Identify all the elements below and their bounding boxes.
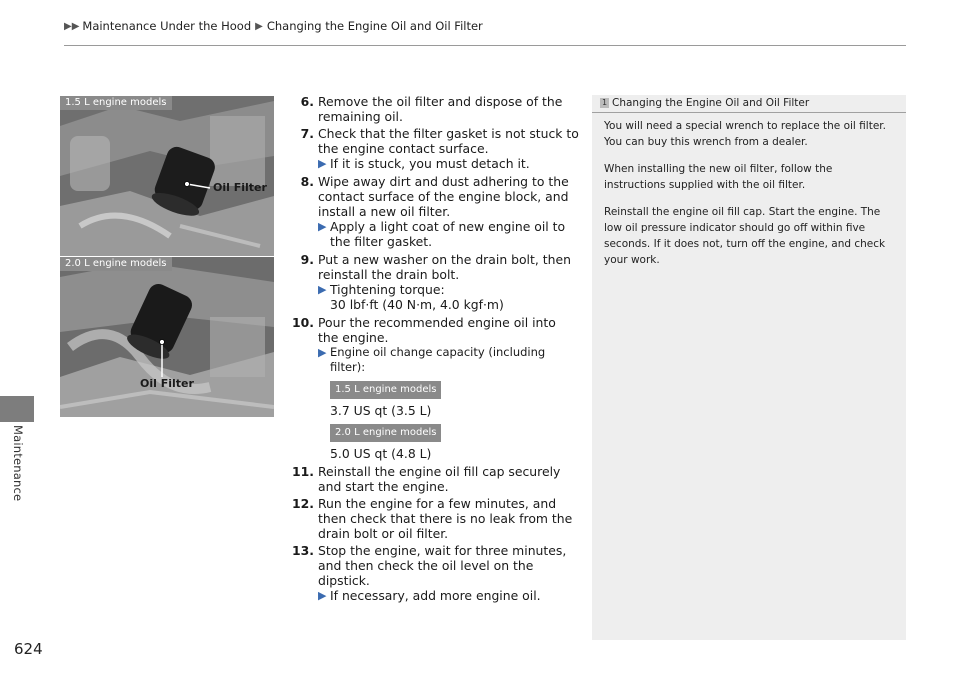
note-title: Changing the Engine Oil and Oil Filter — [612, 97, 810, 109]
breadcrumb — [64, 19, 483, 33]
step-subitem — [318, 345, 580, 461]
step-subtext: Engine oil change capacity (including filter): — [330, 345, 546, 374]
step-subitem — [318, 219, 580, 249]
step-text: Put a new washer on the drain bolt, then reinstall the drain bolt. — [318, 252, 571, 282]
engine-photo-1 — [60, 96, 274, 256]
double-arrow-icon: ▶▶ — [64, 20, 80, 32]
note-paragraph: You will need a special wrench to replace the oil filter. You can buy this wrench from a dealer. — [604, 120, 886, 148]
note-body — [592, 113, 906, 268]
step-number: 12. — [292, 496, 314, 511]
step-item — [290, 464, 580, 494]
step-number: 13. — [292, 543, 314, 558]
step-subitem — [318, 156, 580, 171]
step-item — [290, 315, 580, 462]
engine-photo-2 — [60, 257, 274, 417]
engine-illustration-icon — [60, 96, 274, 256]
engine-model-tag: 2.0 L engine models — [60, 257, 172, 271]
arrow-icon: ▶ — [318, 346, 327, 359]
step-number: 6. — [300, 94, 314, 109]
step-item — [290, 174, 580, 250]
step-number: 8. — [300, 174, 314, 189]
step-text: Stop the engine, wait for three minutes, and then check the oil level on the dipstick. — [318, 543, 567, 588]
engine-model-badge: 1.5 L engine models — [330, 381, 441, 399]
arrow-icon: ▶ — [318, 157, 327, 170]
step-text: Reinstall the engine oil fill cap securely and start the engine. — [318, 464, 561, 494]
step-number: 11. — [292, 464, 314, 479]
arrow-icon: ▶ — [318, 283, 327, 296]
torque-value: 30 lbf·ft (40 N·m, 4.0 kgf·m) — [330, 297, 504, 312]
step-text: Run the engine for a few minutes, and then check that there is no leak from the drain bolt or oil filter. — [318, 496, 573, 541]
step-item — [290, 543, 580, 604]
step-subtext: If necessary, add more engine oil. — [330, 588, 541, 603]
step-subtext: If it is stuck, you must detach it. — [330, 156, 530, 171]
procedure-steps — [290, 94, 580, 606]
step-item — [290, 126, 580, 172]
arrow-icon: ▶ — [255, 20, 263, 32]
capacity-value: 5.0 US qt (4.8 L) — [330, 446, 432, 461]
breadcrumb-page: Changing the Engine Oil and Oil Filter — [266, 19, 483, 33]
section-tab[interactable] — [0, 396, 34, 422]
step-text: Check that the filter gasket is not stuck to the engine contact surface. — [318, 126, 579, 156]
note-header — [592, 95, 906, 113]
engine-model-badge: 2.0 L engine models — [330, 424, 441, 442]
step-number: 10. — [292, 315, 314, 330]
step-text: Remove the oil filter and dispose of the remaining oil. — [318, 94, 563, 124]
step-subitem — [318, 588, 580, 603]
header-divider — [64, 45, 906, 46]
arrow-icon: ▶ — [318, 589, 327, 602]
oil-filter-callout: Oil Filter — [213, 181, 267, 194]
step-number: 9. — [300, 252, 314, 267]
arrow-icon: ▶ — [318, 220, 327, 233]
step-item — [290, 94, 580, 124]
step-text: Wipe away dirt and dust adhering to the contact surface of the engine block, and install a new oil filter. — [318, 174, 569, 219]
step-number: 7. — [300, 126, 314, 141]
note-panel — [592, 95, 906, 640]
page-number: 624 — [14, 640, 43, 658]
oil-filter-callout: Oil Filter — [140, 377, 194, 390]
step-item — [290, 252, 580, 313]
engine-model-tag: 1.5 L engine models — [60, 96, 172, 110]
section-label: Maintenance — [11, 425, 25, 502]
step-subtext: Tightening torque: — [330, 282, 445, 297]
step-subitem — [318, 282, 580, 312]
note-paragraph: Reinstall the engine oil fill cap. Start the engine. The low oil pressure indicator should go off within five seconds. If it does not, turn off the engine, and check your work. — [604, 206, 886, 266]
breadcrumb-section[interactable]: Maintenance Under the Hood — [82, 19, 252, 33]
engine-illustration-icon — [60, 257, 274, 417]
capacity-value: 3.7 US qt (3.5 L) — [330, 403, 432, 418]
note-paragraph: When installing the new oil filter, follow the instructions supplied with the oil filter. — [604, 163, 833, 191]
note-marker-icon: 1 — [601, 98, 608, 107]
step-text: Pour the recommended engine oil into the engine. — [318, 315, 556, 345]
step-subtext: Apply a light coat of new engine oil to the filter gasket. — [330, 219, 566, 249]
step-item — [290, 496, 580, 541]
